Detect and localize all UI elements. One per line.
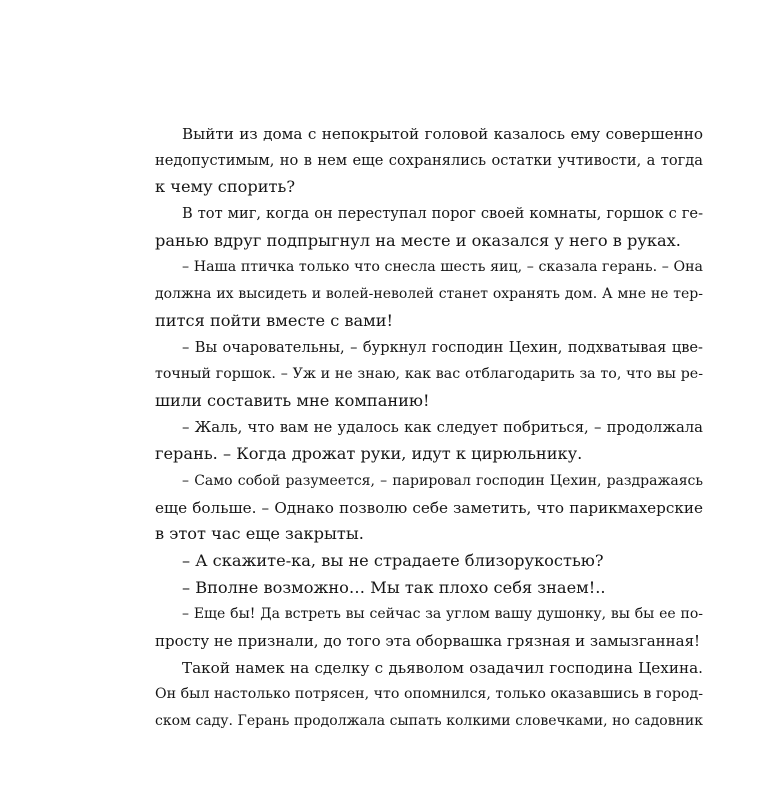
text-line: – Наша птичка только что снесла шесть яиц, – сказала герань. – Она [182, 259, 703, 276]
text-line: – Вы очаровательны, – буркнул господин Цехин, подхватывая цве- [182, 338, 703, 356]
text-line: – Вполне возможно… Мы так плохо себя знаем!.. [182, 577, 606, 597]
text-line: шили составить мне компанию! [155, 390, 430, 410]
text-line: В тот миг, когда он переступал порог своей комнаты, горшок с ге- [182, 205, 703, 223]
text-line: недопустимым, но в нем еще сохранялись остатки учтивости, а тогда [155, 151, 703, 169]
text-line: пится пойти вместе с вами! [155, 310, 394, 330]
text-line: еще больше. – Однако позволю себе заметить, что парикмахерские [155, 498, 703, 517]
text-line: – Само собой разумеется, – парировал господин Цехин, раздражаясь [182, 472, 703, 489]
text-line: герань. – Когда дрожат руки, идут к цирюльнику. [155, 444, 583, 464]
text-line: в этот час еще закрыты. [155, 524, 364, 544]
text-line: должна их высидеть и волей-неволей станет охранять дом. А мне не тер- [155, 286, 703, 303]
text-line: просту не признали, до того эта оборвашка грязная и замызганная! [155, 632, 701, 651]
text-line: – Еще бы! Да встреть вы сейчас за углом вашу душонку, вы бы ее по- [182, 606, 703, 623]
body-text [155, 121, 703, 735]
text-line: Он был настолько потрясен, что опомнился, только оказавшись в город- [155, 686, 703, 703]
text-line: – Жаль, что вам не удалось как следует побриться, – продолжала [182, 418, 703, 436]
text-line: Выйти из дома с непокрытой головой казалось ему совершенно [182, 125, 703, 143]
text-line: к чему спорить? [155, 177, 296, 197]
text-line: Такой намек на сделку с дьяволом озадачил господина Цехина. [182, 658, 703, 677]
text-line: ранью вдруг подпрыгнул на месте и оказался у него в руках. [155, 230, 681, 250]
text-line: ском саду. Герань продолжала сыпать колкими словечками, но садовник [155, 713, 703, 730]
text-line: – А скажите-ка, вы не страдаете близорукостью? [182, 551, 604, 570]
text-line: точный горшок. – Уж и не знаю, как вас отблагодарить за то, что вы ре- [155, 366, 703, 383]
